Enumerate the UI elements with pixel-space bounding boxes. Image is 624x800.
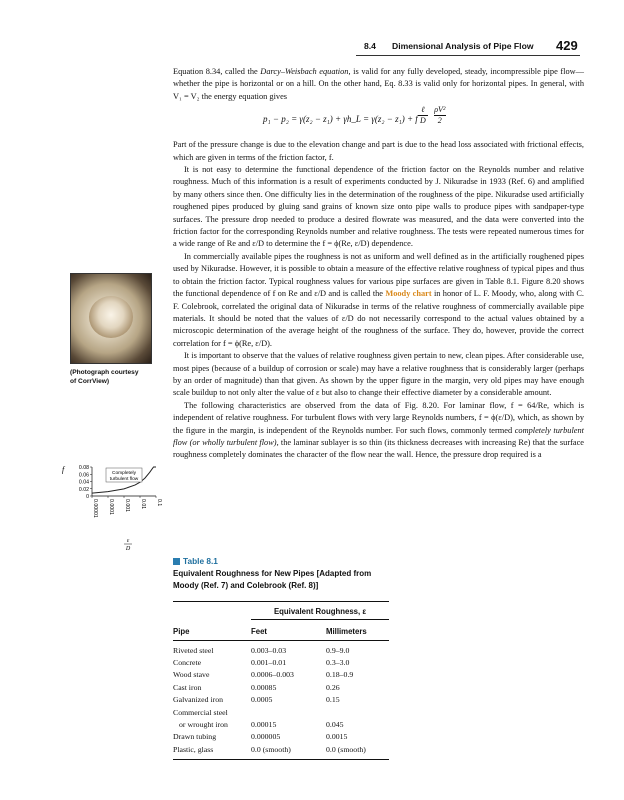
col-millimeters: Millimeters: [326, 624, 389, 641]
table-8-1: [173, 556, 389, 760]
photo-caption-line-2: of CorrView): [70, 378, 110, 385]
cell-millimeters: 0.18–0.9: [326, 670, 354, 680]
cell-millimeters: 0.9–9.0: [326, 645, 350, 655]
cell-pipe: Commercial steel: [173, 707, 228, 717]
paragraph-3-b: in honor of L. F. Moody, who, along with C. F. Colebrook, correlated the original data of Nikuradse in terms of the relative roughness of commercially available pipe materials. It should be noted that the values of ε/D do not necessarily correspond to the actual values obtained by a microscopic determination of the average height of the roughness of the surface. They do, however, provide the correct correlation for f = ϕ(Re, ε/D).: [173, 289, 584, 348]
table-row: [173, 744, 389, 760]
table-row: [173, 669, 389, 681]
section-title: Dimensional Analysis of Pipe Flow: [392, 41, 534, 51]
paragraph-4: It is important to observe that the values of relative roughness given pertain to new, clean pipes. After considerable use, most pipes (because of a buildup of corrosion or scale) may have a relative roughness that is considerably larger (perhaps by an order of magnitude) than that given. As shown by the upper figure in the margin, very old pipes may have enough scale buildup to not only alter the value of ε but also to change their effective diameter by a considerable amount.: [173, 351, 584, 398]
group-header: Equivalent Roughness, ε: [273, 607, 367, 616]
cell-feet: 0.0005: [251, 695, 273, 705]
cell-millimeters: 0.0015: [326, 732, 348, 742]
y-tick-label: 0.04: [78, 479, 89, 486]
friction-factor-margin-chart: [60, 462, 170, 552]
y-tick-label: 0.02: [78, 486, 89, 493]
photo-caption: [70, 368, 139, 386]
y-tick-label: 0.06: [78, 472, 89, 479]
table-row: [173, 682, 389, 694]
cell-feet: 0.001–0.01: [251, 657, 287, 667]
paragraph-5-b: , the laminar sublayer is so thin (its thickness decreases with increasing Re) that the surface roughness completely dominates the character of the flow near the wall. Hence, the pressure drop required is a: [173, 437, 584, 460]
intro-text-2: , is valid for any fully developed, steady, incompressible pipe flow—whether the pipe is horizontal or on a hill. On the other hand, Eq. 8.33 is valid only for horizontal pipes. In general, with V₁ = V₂ the energy equation gives: [173, 67, 585, 101]
y-tick-label: 0: [86, 494, 89, 500]
photo-caption-line-1: (Photograph courtesy: [70, 369, 139, 376]
y-tick-label: 0.08: [78, 465, 89, 471]
col-feet: Feet: [251, 624, 326, 641]
term-completely-turbulent: completely turbulent flow (or wholly turbulent flow): [173, 425, 584, 447]
cell-feet: 0.0 (smooth): [251, 744, 326, 760]
annotation-line-2: turbulent flow: [109, 477, 139, 482]
paragraph-1: Part of the pressure change is due to the elevation change and part is due to the head loss associated with frictional effects, which are given in terms of the friction factor, f.: [173, 140, 584, 162]
paragraph-5-a: The following characteristics are observed from the data of Fig. 8.20. For laminar flow, f = 64/Re, which is independent of relative roughness. For turbulent flows with very large Reynolds numbers, f = ϕ(ε/D), which, as shown by the figure in the margin, is independent of the Reynolds number. For such flows, commonly termed: [173, 400, 584, 435]
x-tick-label: 0.01: [140, 499, 146, 510]
cell-feet: 0.0006–0.003: [251, 670, 294, 680]
table-row: [173, 694, 389, 706]
running-header: [0, 38, 624, 61]
x-axis-label-numerator: ε: [126, 538, 130, 544]
cell-feet: 0.000005: [251, 732, 281, 742]
table-row: [173, 707, 389, 719]
frac1-den: D: [420, 116, 426, 126]
table-row: [173, 731, 389, 743]
x-tick-label: 0.00001: [92, 499, 98, 518]
page-number: 429: [556, 38, 578, 53]
pipe-bore: [89, 296, 133, 338]
x-axis-label-denominator: D: [125, 546, 131, 552]
table-row: [173, 640, 389, 657]
paragraph-3: [173, 251, 584, 350]
cell-feet: 0.00015: [251, 719, 277, 729]
table-label: [173, 556, 389, 566]
cell-pipe: Cast iron: [173, 682, 202, 692]
cell-millimeters: 0.0 (smooth): [326, 744, 389, 760]
intro-paragraph: [173, 66, 584, 103]
cell-pipe: Galvanized iron: [173, 695, 224, 705]
cell-pipe: Wood stave: [173, 670, 210, 680]
cell-millimeters: 0.15: [326, 695, 340, 705]
table-label-text: Table 8.1: [183, 556, 218, 566]
paragraph-2: It is not easy to determine the functional dependence of the friction factor on the Reynolds number and relative roughness. Much of this information is a result of experiments conducted by J. Nikuradse in 1933 (Ref. 6) and amplified by many others since then. One difficulty lies in the determination of the roughness of the pipe. Nikuradse used artificially roughened pipes produced by gluing sand grains of known size onto pipe walls to produce pipes with sandpaper-type surfaces. The pressure drop needed to produce a desired flowrate was measured, and the data were converted into the friction factor for the corresponding Reynolds number and relative roughness. The tests were repeated numerous times for a wide range of Re and ε/D to determine the f = ϕ(Re, ε/D) dependence.: [173, 165, 584, 249]
col-pipe: Pipe: [173, 624, 251, 641]
x-tick-label: 0.001: [124, 499, 130, 512]
y-axis-label: f: [62, 465, 65, 474]
cell-millimeters: [326, 707, 389, 719]
cell-millimeters: 0.26: [326, 682, 340, 692]
table-row: [173, 719, 389, 731]
corroded-pipe-photo: [70, 273, 152, 364]
cell-pipe: Concrete: [173, 657, 202, 667]
cell-feet: [251, 707, 326, 719]
table-title: Equivalent Roughness for New Pipes [Adapted from Moody (Ref. 7) and Colebrook (Ref. 8)]: [173, 569, 372, 590]
table-marker-icon: [173, 558, 180, 565]
cell-pipe: Riveted steel: [173, 645, 214, 655]
equation-fractions: [418, 105, 446, 126]
paragraph-3-a: In commercially available pipes the roughness is not as uniform and well defined as in the artificially roughened pipes used by Nikuradse. However, it is possible to obtain a measure of the effective relative roughness of typical pipes and thus to obtain the friction factor. Typical roughness values for various pipe surfaces are given in Table 8.1. Figure 8.20 shows the functional dependence of f on Re and ε/D and is called the: [173, 251, 584, 299]
intro-text-1: Equation 8.34, called the: [173, 67, 261, 76]
section-number: 8.4: [364, 41, 376, 51]
frac2-den: 2: [434, 115, 446, 126]
cell-pipe: Drawn tubing: [173, 732, 217, 742]
cell-millimeters: 0.045: [326, 719, 344, 729]
equation-lhs: p₁ − p₂ = γ(z₂ − z₁) + γh_L = γ(z₂ − z₁) + f: [263, 114, 418, 125]
energy-equation: [173, 107, 584, 133]
frac1-num: ℓ: [421, 105, 425, 115]
roughness-table: [173, 601, 389, 760]
cell-millimeters: 0.3–3.0: [326, 657, 350, 667]
x-tick-label: 0.1: [156, 499, 162, 507]
annotation-line-1: Completely: [112, 471, 136, 476]
paragraph-5: [173, 400, 584, 462]
cell-pipe: or wrought iron: [179, 719, 228, 729]
header-rule: [356, 55, 580, 56]
cell-feet: 0.00085: [251, 682, 277, 692]
table-row: [173, 657, 389, 669]
frac2-num: ρV²: [434, 105, 446, 115]
main-text: [173, 66, 584, 462]
cell-feet: 0.003–0.03: [251, 645, 287, 655]
term-darcy-weisbach: Darcy–Weisbach equation: [260, 67, 349, 76]
x-tick-label: 0.0001: [108, 499, 114, 515]
moody-chart-term: Moody chart: [385, 289, 432, 299]
cell-pipe: Plastic, glass: [173, 744, 251, 760]
